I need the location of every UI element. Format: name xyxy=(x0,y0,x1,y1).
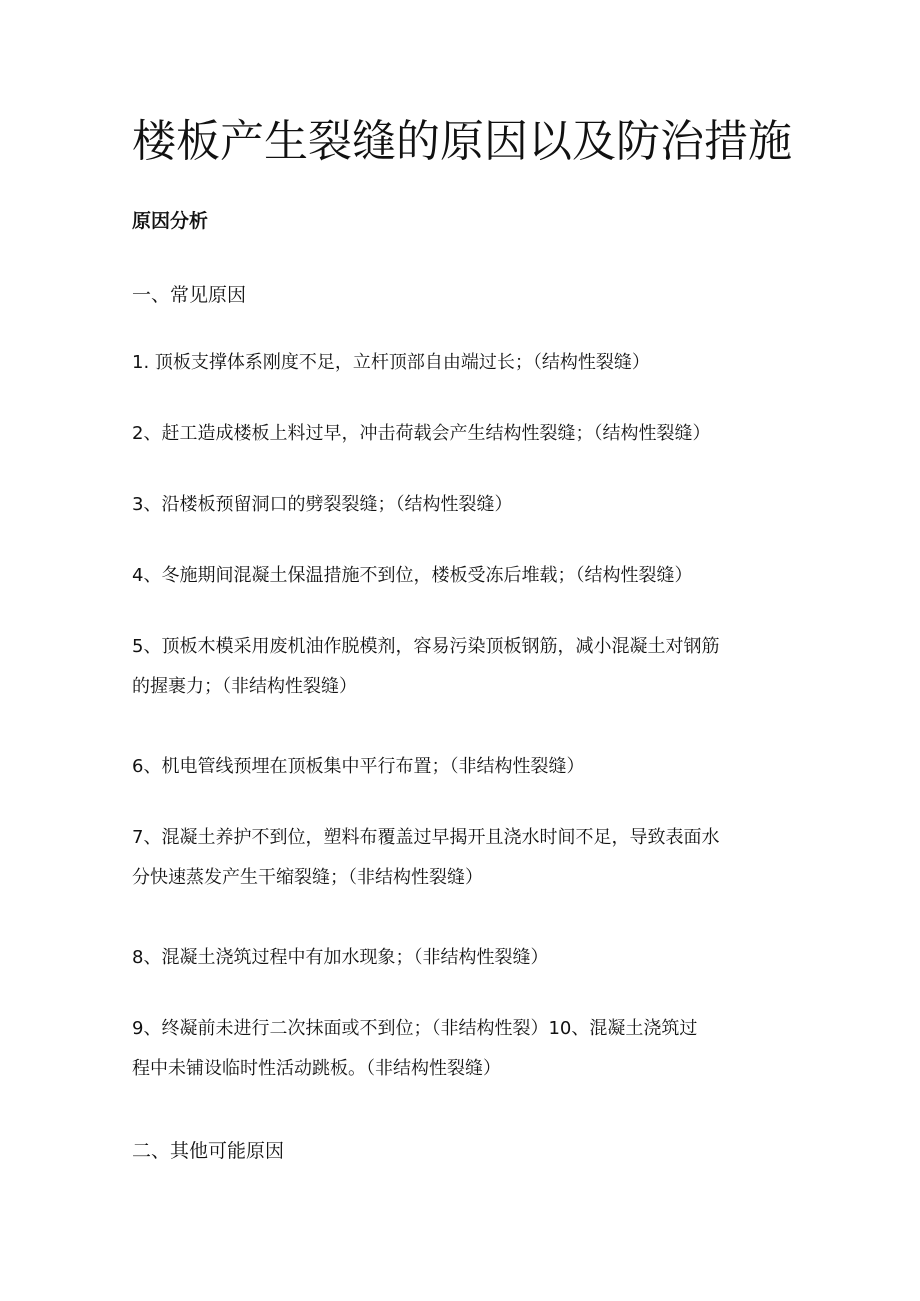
list-item-line: 9、终凝前未进行二次抹面或不到位；（非结构性裂）10、混凝土浇筑过 xyxy=(132,1018,698,1039)
page-title: 楼板产生裂缝的原因以及防治措施 xyxy=(132,116,792,167)
list-item-line: 1. 顶板支撑体系刚度不足，立杆顶部自由端过长；（结构性裂缝） xyxy=(132,352,650,373)
list-item-line: 4、冬施期间混凝土保温措施不到位，楼板受冻后堆载；（结构性裂缝） xyxy=(132,565,693,586)
list-item-line: 分快速蒸发产生干缩裂缝；（非结构性裂缝） xyxy=(132,867,483,888)
list-item-line: 8、混凝土浇筑过程中有加水现象；（非结构性裂缝） xyxy=(132,947,549,968)
list-item-line: 的握裹力；（非结构性裂缝） xyxy=(132,676,357,697)
list-item xyxy=(132,343,792,383)
list-item-line: 程中未铺设临时性活动跳板。（非结构性裂缝） xyxy=(132,1058,501,1079)
list-item xyxy=(132,818,792,898)
list-item xyxy=(132,627,792,707)
list-item-line: 6、机电管线预埋在顶板集中平行布置；（非结构性裂缝） xyxy=(132,756,585,777)
subheading-other-causes: 二、其他可能原因 xyxy=(132,1140,285,1162)
list-item xyxy=(132,1009,792,1089)
list-item xyxy=(132,485,792,525)
list-item xyxy=(132,556,792,596)
list-item xyxy=(132,747,792,787)
subheading-common-causes: 一、常见原因 xyxy=(132,284,247,306)
list-item-line: 7、混凝土养护不到位，塑料布覆盖过早揭开且浇水时间不足，导致表面水 xyxy=(132,827,720,848)
list-item-line: 5、顶板木模采用废机油作脱模剂，容易污染顶板钢筋，减小混凝土对钢筋 xyxy=(132,636,720,657)
list-item-line: 2、赶工造成楼板上料过早，冲击荷载会产生结构性裂缝；（结构性裂缝） xyxy=(132,423,711,444)
section-heading-cause-analysis: 原因分析 xyxy=(132,210,209,232)
list-item xyxy=(132,938,792,978)
list-item xyxy=(132,414,792,454)
list-item-line: 3、沿楼板预留洞口的劈裂裂缝；（结构性裂缝） xyxy=(132,494,513,515)
